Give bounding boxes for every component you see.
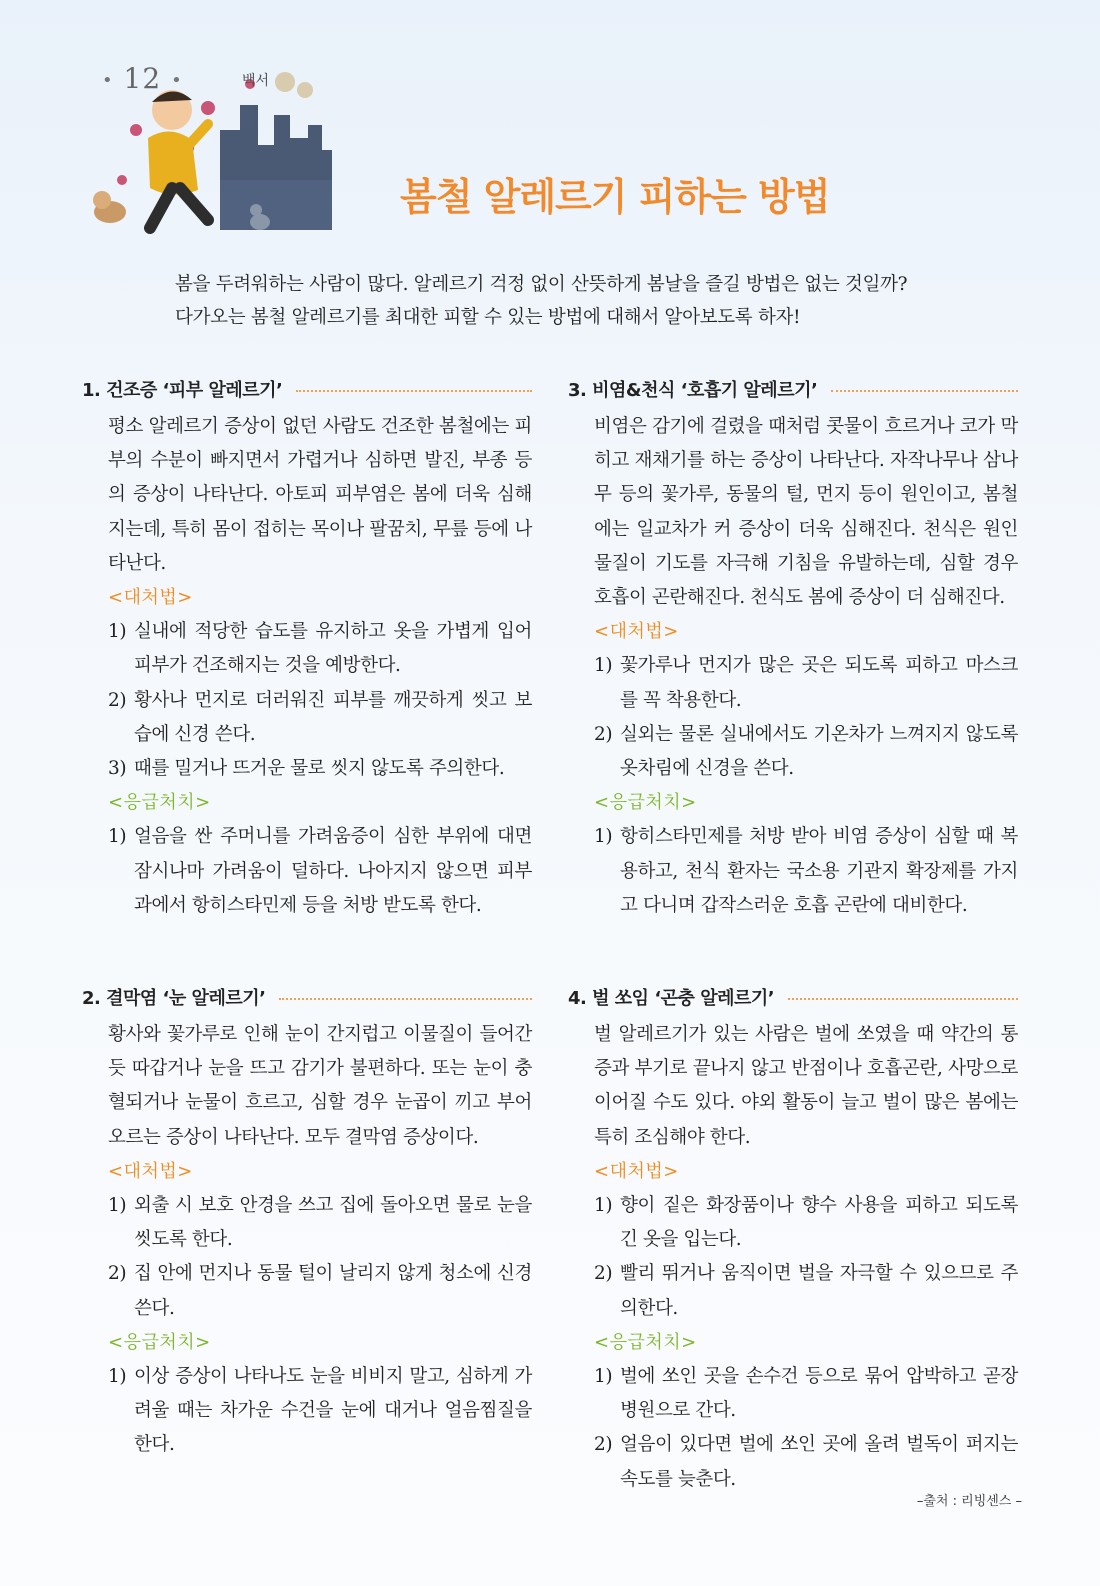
intro-line: 봄을 두려워하는 사람이 많다. 알레르기 걱정 없이 산뜻하게 봄날을 즐길 방법은 없는 것일까? [175, 274, 908, 295]
item-text: 얼음이 있다면 벌에 쏘인 곳에 올려 벌독이 퍼지는 속도를 늦춘다. [620, 1434, 1018, 1490]
remedy-label: <대처법> [594, 1160, 679, 1182]
list-item [108, 1360, 532, 1463]
section-insect-allergy [568, 982, 1018, 1497]
section-header [568, 374, 1018, 404]
section-respiratory-allergy [568, 374, 1018, 923]
list-item [594, 718, 1018, 786]
item-text: 향이 짙은 화장품이나 향수 사용을 피하고 되도록 긴 옷을 입는다. [620, 1195, 1018, 1251]
list-item [594, 1257, 1018, 1325]
section-body: 비염은 감기에 걸렸을 때처럼 콧물이 흐르거나 코가 막히고 재채기를 하는 증상이 나타난다. 자작나무나 삼나무 등의 꽃가루, 동물의 털, 먼지 등이 원인이고, 봄철에는 일교차가 커 증상이 더욱 심해진다. 천식은 원인 물질이 기도를 자극해 기침을 유발하는데, 심할 경우 호흡이 곤란해진다. 천식도 봄에 증상이 더 심해진다. [594, 416, 1018, 609]
dotted-rule [279, 998, 532, 1000]
item-text: 실내에 적당한 습도를 유지하고 옷을 가볍게 입어 피부가 건조해지는 것을 예방한다. [134, 621, 532, 677]
remedy-label: <대처법> [108, 1160, 193, 1182]
item-number: 1) [594, 1195, 613, 1217]
item-number: 1) [108, 1366, 127, 1388]
first-aid-list [594, 1360, 1018, 1497]
intro [175, 268, 995, 334]
item-number: 2) [108, 1263, 127, 1285]
list-item [108, 752, 532, 786]
item-number: 2) [594, 723, 613, 745]
section-header [82, 374, 532, 404]
item-text: 외출 시 보호 안경을 쓰고 집에 돌아오면 물로 눈을 씻도록 한다. [134, 1195, 532, 1251]
section-title: 4. 벌 쏘임 ‘곤충 알레르기’ [568, 988, 775, 1009]
first-aid-label: <응급처치> [108, 792, 211, 814]
dotted-rule [788, 998, 1018, 1000]
item-text: 집 안에 먼지나 동물 털이 날리지 않게 청소에 신경 쓴다. [134, 1263, 532, 1319]
page-number-text: 12 [123, 62, 162, 95]
bullet-dot-icon: • [171, 70, 183, 91]
item-text: 실외는 물론 실내에서도 기온차가 느껴지지 않도록 옷차림에 신경을 쓴다. [620, 723, 1018, 780]
section-skin-allergy [82, 374, 532, 923]
item-number: 1) [594, 826, 613, 848]
section-title: 3. 비염&천식 ‘호흡기 알레르기’ [568, 380, 818, 401]
bullet-dot-icon: • [102, 70, 114, 91]
remedy-list [594, 649, 1018, 786]
allergy-illustration [80, 60, 350, 240]
item-text: 이상 증상이 나타나도 눈을 비비지 말고, 심하게 가려울 때는 차가운 수건을 눈에 대거나 얼음찜질을 한다. [134, 1366, 532, 1456]
item-text: 빨리 뛰거나 움직이면 벌을 자극할 수 있으므로 주의한다. [620, 1263, 1018, 1319]
item-text: 황사나 먼지로 더러워진 피부를 깨끗하게 씻고 보습에 신경 쓴다. [134, 689, 532, 745]
item-number: 2) [594, 1263, 613, 1285]
section-title: 2. 결막염 ‘눈 알레르기’ [82, 988, 266, 1009]
item-text: 꽃가루나 먼지가 많은 곳은 되도록 피하고 마스크를 꼭 착용한다. [620, 655, 1018, 711]
section-body: 평소 알레르기 증상이 없던 사람도 건조한 봄철에는 피부의 수분이 빠지면서 가렵거나 심하면 발진, 부종 등의 증상이 나타난다. 아토피 피부염은 봄에 더욱 심해지는데, 특히 몸이 접히는 목이나 팔꿈치, 무릎 등에 나타난다. [108, 416, 532, 574]
item-text: 항히스타민제를 처방 받아 비염 증상이 심할 때 복용하고, 천식 환자는 국소용 기관지 확장제를 가지고 다니며 갑작스러운 호흡 곤란에 대비한다. [620, 826, 1018, 916]
intro-line: 다가오는 봄철 알레르기를 최대한 피할 수 있는 방법에 대해서 알아보도록 하자! [175, 307, 801, 328]
list-item [594, 1428, 1018, 1496]
page-title: 봄철 알레르기 피하는 방법 [400, 175, 830, 219]
remedy-label: <대처법> [108, 587, 193, 609]
item-number: 1) [594, 655, 613, 677]
first-aid-label: <응급처치> [594, 792, 697, 814]
item-text: 벌에 쏘인 곳을 손수건 등으로 묶어 압박하고 곧장 병원으로 간다. [620, 1366, 1018, 1422]
item-text: 때를 밀거나 뜨거운 물로 씻지 않도록 주의한다. [134, 758, 505, 780]
item-number: 1) [108, 621, 127, 643]
item-number: 2) [594, 1434, 613, 1456]
remedy-list [108, 1189, 532, 1326]
first-aid-label: <응급처치> [108, 1331, 211, 1353]
first-aid-label: <응급처치> [594, 1331, 697, 1353]
first-aid-list [108, 1360, 532, 1463]
list-item [594, 1360, 1018, 1428]
section-label: 백서 [242, 73, 270, 89]
item-number: 1) [108, 1195, 127, 1217]
section-eye-allergy [82, 982, 532, 1463]
list-item [594, 1189, 1018, 1257]
section-body: 벌 알레르기가 있는 사람은 벌에 쏘였을 때 약간의 통증과 부기로 끝나지 않고 반점이나 호흡곤란, 사망으로 이어질 수도 있다. 야외 활동이 늘고 벌이 많은 봄에는 특히 조심해야 한다. [594, 1024, 1018, 1148]
dotted-rule [831, 390, 1018, 392]
list-item [108, 615, 532, 683]
item-number: 1) [594, 1366, 613, 1388]
section-title: 1. 건조증 ‘피부 알레르기’ [82, 380, 283, 401]
list-item [108, 1257, 532, 1325]
first-aid-list [108, 820, 532, 923]
list-item [108, 1189, 532, 1257]
source-credit: –출처 : 리빙센스 – [916, 1494, 1022, 1509]
remedy-list [594, 1189, 1018, 1326]
item-number: 2) [108, 689, 127, 711]
first-aid-list [594, 820, 1018, 923]
remedy-label: <대처법> [594, 621, 679, 643]
list-item [108, 684, 532, 752]
list-item [594, 649, 1018, 717]
section-header [568, 982, 1018, 1012]
remedy-list [108, 615, 532, 786]
list-item [594, 820, 1018, 923]
section-header [82, 982, 532, 1012]
item-number: 3) [108, 758, 127, 780]
item-text: 얼음을 싼 주머니를 가려움증이 심한 부위에 대면 잠시나마 가려움이 덜하다. 나아지지 않으면 피부과에서 항히스타민제 등을 처방 받도록 한다. [134, 826, 532, 916]
section-body: 황사와 꽃가루로 인해 눈이 간지럽고 이물질이 들어간 듯 따갑거나 눈을 뜨고 감기가 불편하다. 또는 눈이 충혈되거나 눈물이 흐르고, 심할 경우 눈곱이 끼고 부어오르는 증상이 나타난다. 모두 결막염 증상이다. [108, 1024, 532, 1148]
list-item [108, 820, 532, 923]
item-number: 1) [108, 826, 127, 848]
dotted-rule [296, 390, 532, 392]
